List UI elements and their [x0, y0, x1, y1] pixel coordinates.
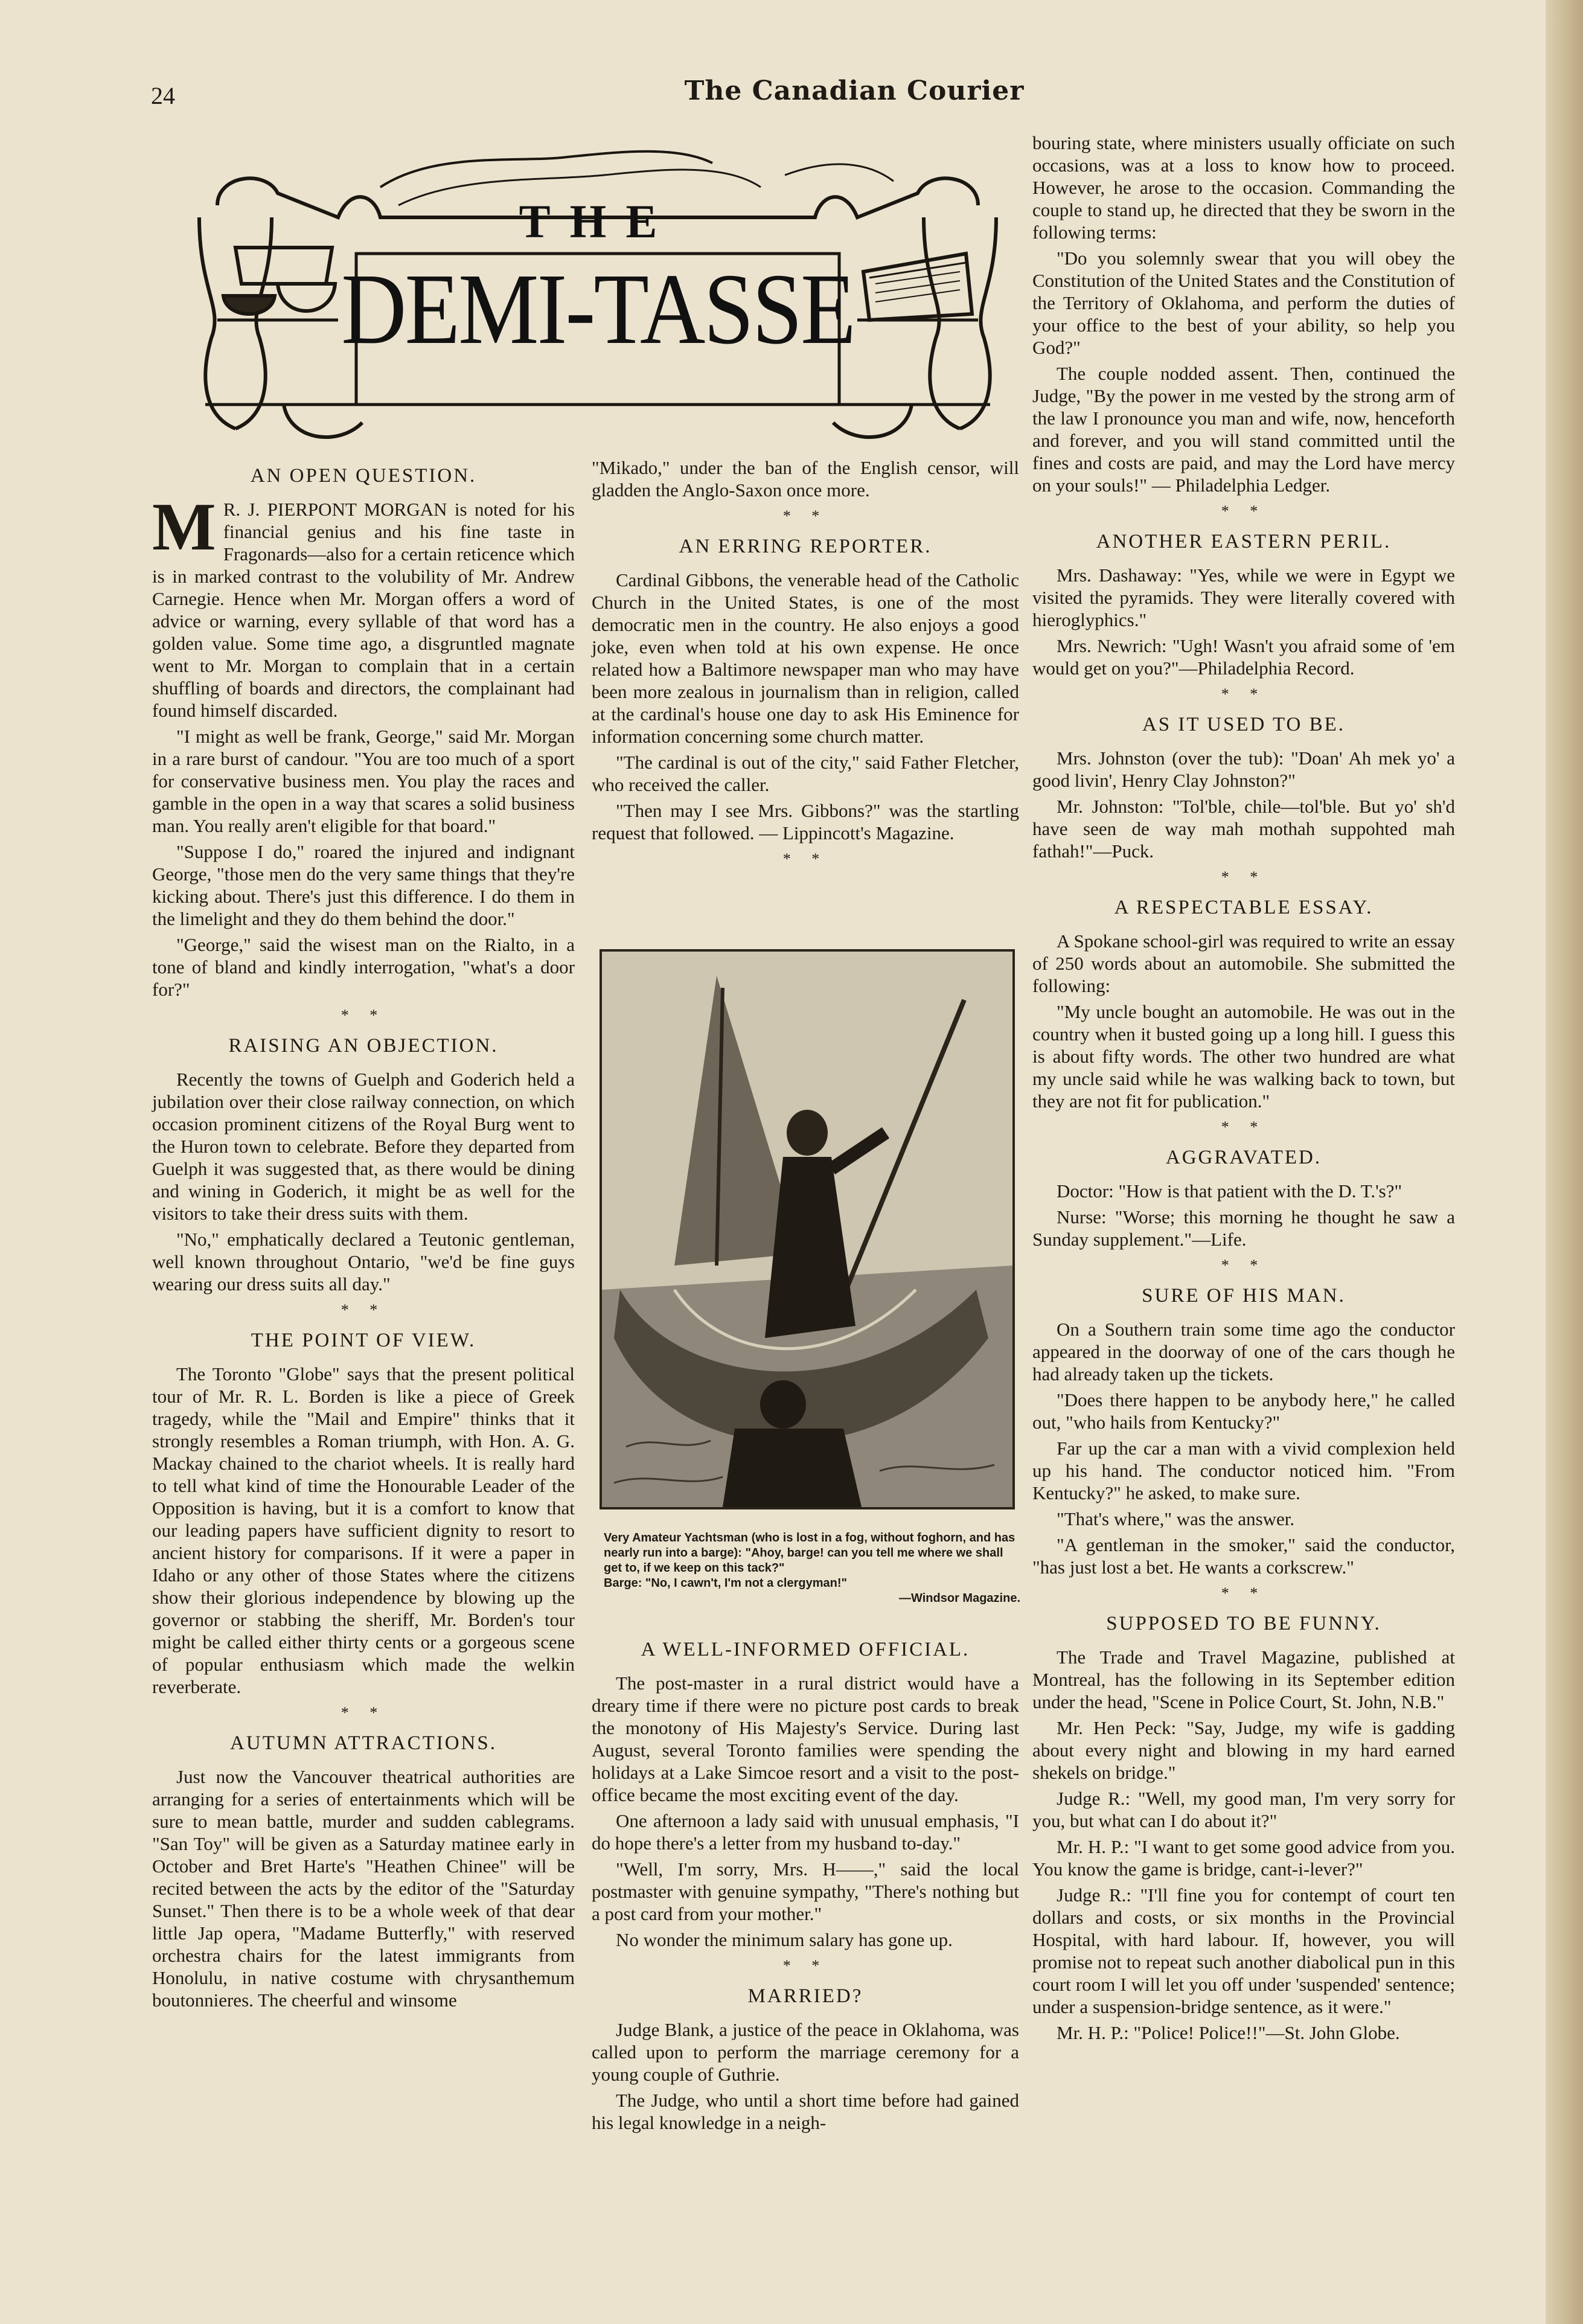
section-divider: * *: [782, 507, 828, 525]
column-3: [1032, 132, 1455, 2047]
section-divider: * *: [1221, 685, 1267, 703]
article-title: AN OPEN QUESTION.: [250, 465, 477, 487]
article-paragraph: Nurse: "Worse; this morning he thought he saw a Sunday supplement."—Life.: [1032, 1206, 1455, 1250]
running-head: The Canadian Courier: [684, 75, 1025, 106]
article-paragraph: Recently the towns of Guelph and Goderich held a jubilation over their close railway connection, on which occasion prominent citizens of the Royal Burg went to the Huron town to celebrate. Before they departed from Guelph it was suggested that, as there would be dining and wining in Goderich, it might be as well for the visitors to take their dress suits with them.: [152, 1069, 575, 1224]
article-paragraph: "Suppose I do," roared the injured and indignant George, "those men do the very same things that they're kicking about. There's just this difference. I do them in the limelight and they do them behind the door.": [152, 841, 575, 929]
article-paragraph: Mrs. Johnston (over the tub): "Doan' Ah mek yo' a good livin', Henry Clay Johnston?": [1032, 747, 1455, 791]
article-paragraph: Judge Blank, a justice of the peace in Oklahoma, was called upon to perform the marriage ceremony for a young couple of Guthrie.: [592, 2019, 1019, 2085]
article-paragraph: The post-master in a rural district would have a dreary time if there were no picture post cards to break the monotony of His Majesty's Service. During last August, several Toronto families were spending the holidays at a Lake Simcoe resort and a visit to the post-office became the most exciting event of the day.: [592, 1673, 1019, 1805]
article-paragraph: "George," said the wisest man on the Rialto, in a tone of bland and kindly interrogation, "what's a door for?": [152, 934, 575, 1000]
article-paragraph: "That's where," was the answer.: [1057, 1508, 1295, 1529]
article-paragraph: "The cardinal is out of the city," said Father Fletcher, who received the caller.: [592, 752, 1019, 795]
article-title: RAISING AN OBJECTION.: [228, 1035, 499, 1057]
article-title: SUPPOSED TO BE FUNNY.: [1106, 1613, 1381, 1634]
article-paragraph: Cardinal Gibbons, the venerable head of the Catholic Church in the United States, is one of the most democratic men in the country. He also enjoys a good joke, even when told at his own expense. He once related how a Baltimore newspaper man who may have been more zealous in journalism than in religion, called at the cardinal's house one day to ask His Eminence for information concerning some church matter.: [592, 569, 1019, 747]
article-title: AN ERRING REPORTER.: [679, 536, 932, 557]
page-header: [151, 75, 1558, 124]
article-paragraph: "No," emphatically declared a Teutonic gentleman, well known throughout Ontario, "we'd be fine guys wearing our dress suits all day.": [152, 1229, 575, 1295]
caption-text: Very Amateur Yachtsman (who is lost in a fog, without foghorn, and has nearly run into a barge): "Ahoy, barge! can you tell me where we shall get to, if we keep on this tack?": [604, 1531, 1015, 1575]
caption-source: —Windsor Magazine.: [899, 1592, 1020, 1605]
article-paragraph: Judge R.: "Well, my good man, I'm very sorry for you, but what can I do about it?": [1032, 1788, 1455, 1831]
article-paragraph: bouring state, where ministers usually officiate on such occasions, was at a loss to know how to proceed. However, he arose to the occasion. Commanding the couple to stand up, he directed that they be sworn in the following terms:: [1032, 132, 1455, 243]
article-paragraph: One afternoon a lady said with unusual emphasis, "I do hope there's a letter from my husband to-day.": [592, 1810, 1019, 1854]
article-paragraph: Doctor: "How is that patient with the D. T.'s?": [1057, 1180, 1402, 1202]
headpiece-title: DEMI-TASSE: [341, 253, 854, 365]
article-paragraph: A Spokane school-girl was required to write an essay of 250 words about an automobile. She submitted the following:: [1032, 930, 1455, 996]
section-divider: * *: [1221, 1118, 1267, 1136]
section-divider: * *: [341, 1007, 386, 1024]
article-paragraph: Just now the Vancouver theatrical authorities are arranging for a series of entertainments which will be sure to mean battle, murder and sudden cablegrams. "San Toy" will be given as a Saturday matinee early in October and Bret Harte's "Heathen Chinee" will be recited between the acts by the editor of the "Saturday Sunset." Then there is to be a whole week of that dear little Jap opera, "Madame Butterfly," with reserved orchestra chairs for the latest immigrants from Honolulu, in native costume with chrysanthemum boutonnieres. The cheerful and winsome: [152, 1766, 575, 2011]
caption-reply: Barge: "No, I cawn't, I'm not a clergyman!": [604, 1577, 847, 1590]
article-paragraph: "Do you solemnly swear that you will obey the Constitution of the United States and the Constitution of the Territory of Oklahoma, and perform the duties of your office to the best of your ability, so help you God?": [1032, 248, 1455, 358]
article-paragraph: Far up the car a man with a vivid complexion held up his hand. The conductor noticed him. "From Kentucky?" he asked, to make sure.: [1032, 1438, 1455, 1503]
article-paragraph: The Trade and Travel Magazine, published at Montreal, has the following in its September edition under the head, "Scene in Police Court, St. John, N.B.": [1032, 1647, 1455, 1712]
article-paragraph: "Then may I see Mrs. Gibbons?" was the startling request that followed. — Lippincott's Magazine.: [592, 800, 1019, 843]
section-divider: * *: [782, 1957, 828, 1974]
article-paragraph: Mrs. Dashaway: "Yes, while we were in Egypt we visited the pyramids. They were literally covered with hieroglyphics.": [1032, 565, 1455, 630]
article-paragraph: Mr. H. P.: "I want to get some good advice from you. You know the game is bridge, cant-i-lever?": [1032, 1836, 1455, 1880]
article-title: AS IT USED TO BE.: [1142, 714, 1346, 735]
page-edge: [1546, 0, 1583, 2324]
article-title: MARRIED?: [747, 1985, 863, 2007]
section-divider: * *: [341, 1301, 386, 1319]
illustration-caption: [604, 1531, 1020, 1606]
article-title: THE POINT OF VIEW.: [251, 1330, 476, 1351]
article-title: A WELL-INFORMED OFFICIAL.: [641, 1639, 970, 1660]
article-paragraph: Mrs. Newrich: "Ugh! Wasn't you afraid some of 'em would get on you?"—Philadelphia Record.: [1032, 635, 1455, 679]
yachtsman-illustration: [600, 949, 1015, 1509]
section-divider: * *: [1221, 1256, 1267, 1274]
drop-cap: M: [152, 490, 216, 565]
section-divider: * *: [1221, 1584, 1267, 1602]
section-divider: * *: [1221, 868, 1267, 886]
page-number: 24: [151, 82, 175, 109]
article-title: SURE OF HIS MAN.: [1142, 1285, 1346, 1307]
article-paragraph: The couple nodded assent. Then, continued the Judge, "By the power in me vested by the strong arm of the law I pronounce you man and wife, now, henceforth and forever, and you will stand committed until the fines and costs are paid, and may the Lord have mercy on your souls!" — Philadelphia Ledger.: [1032, 363, 1455, 496]
article-paragraph: "Does there happen to be anybody here," he called out, "who hails from Kentucky?": [1032, 1389, 1455, 1433]
article-paragraph: Mr. Johnston: "Tol'ble, chile—tol'ble. But yo' sh'd have seen de way mah mothah suppohted mah fathah!"—Puck.: [1032, 796, 1455, 862]
article-paragraph: "Well, I'm sorry, Mrs. H——," said the local postmaster with genuine sympathy, "There's nothing but a post card from your mother.": [592, 1858, 1019, 1924]
section-divider: * *: [1221, 502, 1267, 520]
article-paragraph: No wonder the minimum salary has gone up.: [616, 1929, 953, 1950]
column-2: [592, 456, 1019, 875]
yachtsman-drawing: [602, 952, 1012, 1507]
section-divider: * *: [341, 1704, 386, 1721]
column-2-lower: [592, 1630, 1019, 2134]
article-paragraph: "I might as well be frank, George," said Mr. Morgan in a rare burst of candour. "You are too much of a sport for conservative business men. You play the races and gamble in the open in a way that scares a solid business man. You really aren't eligible for that board.": [152, 726, 575, 836]
article-title: AGGRAVATED.: [1165, 1147, 1322, 1168]
article-paragraph: Mr. Hen Peck: "Say, Judge, my wife is gadding about every night and blowing in my hard earned shekels on bridge.": [1032, 1717, 1455, 1783]
article-title: A RESPECTABLE ESSAY.: [1114, 897, 1374, 918]
headpiece-word-the: THE: [519, 195, 677, 248]
article-paragraph: "Mikado," under the ban of the English censor, will gladden the Anglo-Saxon once more.: [592, 457, 1019, 501]
article-title: ANOTHER EASTERN PERIL.: [1096, 531, 1392, 552]
article-paragraph: The Judge, who until a short time before had gained his legal knowledge in a neigh-: [592, 2090, 1019, 2133]
article-text: R. J. PIERPONT MORGAN is noted for his financial genius and his fine taste in Fragonards—also for a certain reticence which is in marked contrast to the volubility of Mr. Andrew Carnegie. Hence when Mr. Morgan offers a word of advice or warning, every syllable of that word has a golden value. Some time ago, a disgruntled magnate went to Mr. Morgan to complain that in a certain shuffling of boards and directors, the complainant had found himself discarded.: [152, 499, 575, 721]
article-paragraph: "My uncle bought an automobile. He was out in the country when it busted going up a long hill. I guess this is about fifty words. The other two hundred are what my uncle said while he was walking back to town, but they are not fit for publication.": [1032, 1001, 1455, 1112]
demi-tasse-headpiece: [181, 139, 1014, 453]
article-paragraph: On a Southern train some time ago the conductor appeared in the doorway of one of the cars though he had already taken up the tickets.: [1032, 1319, 1455, 1384]
column-1: [152, 456, 575, 2015]
article-paragraph: [152, 490, 575, 722]
article-paragraph: Judge R.: "I'll fine you for contempt of court ten dollars and costs, or six months in the Provincial Hospital, with hard labour. If, however, you will promise not to repeat such another diabolical pun in this court room I will let you off under 'suspended' sentence; under a suspension-bridge sentence, as it were.": [1032, 1884, 1455, 2017]
article-title: AUTUMN ATTRACTIONS.: [229, 1732, 497, 1754]
article-paragraph: The Toronto "Globe" says that the present political tour of Mr. R. L. Borden is like a piece of Greek tragedy, while the "Mail and Empire" thinks that it strongly resembles a Roman triumph, with Hon. A. G. Mackay chained to the chariot wheels. It is really hard to tell what kind of time the Honourable Leader of the Opposition is having, but it is a comfort to know that our leading papers have sufficient dignity to resort to ancient history for comparisons. If it were a paper in Idaho or any other of those States where the citizens show their glorious independence by blowing up the governor or stabbing the sheriff, Mr. Borden's tour might be called either thirty cents or a gorgeous scene of popular enthusiasm which made the welkin reverberate.: [152, 1363, 575, 1697]
section-divider: * *: [782, 850, 828, 868]
article-paragraph: Mr. H. P.: "Police! Police!!"—St. John Globe.: [1057, 2022, 1400, 2043]
article-paragraph: "A gentleman in the smoker," said the conductor, "has just lost a bet. He wants a corkscrew.": [1032, 1534, 1455, 1578]
